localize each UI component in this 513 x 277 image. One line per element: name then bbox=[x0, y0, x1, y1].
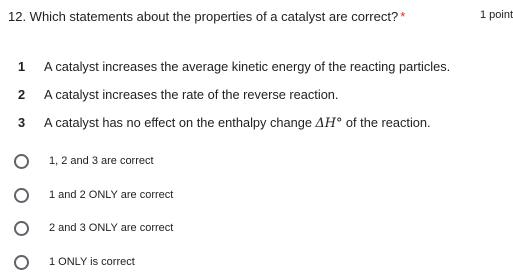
statement-number: 2 bbox=[18, 87, 26, 102]
statement-3 bbox=[18, 115, 431, 131]
radio-button[interactable] bbox=[14, 188, 29, 203]
radio-button[interactable] bbox=[14, 154, 29, 169]
statement-number: 3 bbox=[18, 115, 26, 130]
option-label: 1, 2 and 3 are correct bbox=[49, 155, 154, 167]
statement-text: A catalyst has no effect on the enthalpy change bbox=[44, 115, 312, 130]
option-label: 1 ONLY is correct bbox=[49, 256, 135, 268]
option-4[interactable] bbox=[14, 252, 135, 272]
statement-2 bbox=[18, 87, 338, 102]
option-3[interactable] bbox=[14, 218, 173, 238]
statement-text-end: of the reaction. bbox=[345, 115, 431, 130]
points-label: 1 point bbox=[479, 9, 513, 21]
required-mark: * bbox=[400, 9, 406, 24]
question-title: 12. Which statements about the properties of a catalyst are correct? bbox=[8, 9, 399, 24]
statement-1 bbox=[18, 59, 450, 74]
statement-text: A catalyst increases the average kinetic energy of the reacting particles. bbox=[44, 59, 451, 74]
statement-text: A catalyst increases the rate of the reverse reaction. bbox=[44, 87, 339, 102]
radio-button[interactable] bbox=[14, 221, 29, 236]
option-label: 1 and 2 ONLY are correct bbox=[49, 189, 174, 201]
option-1[interactable] bbox=[14, 151, 154, 171]
question-header bbox=[8, 9, 405, 24]
statement-number: 1 bbox=[18, 59, 26, 74]
enthalpy-symbol: ΔH° bbox=[315, 116, 343, 131]
radio-button[interactable] bbox=[14, 255, 29, 270]
option-2[interactable] bbox=[14, 185, 173, 205]
option-label: 2 and 3 ONLY are correct bbox=[49, 222, 174, 234]
